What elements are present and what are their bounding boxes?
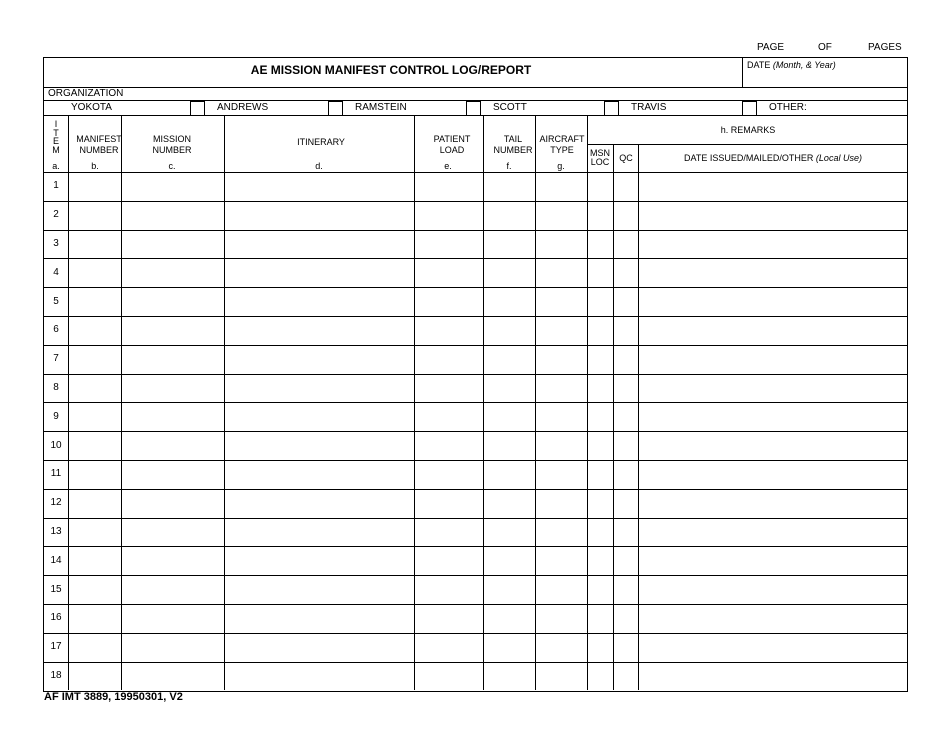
date-issued-header: DATE ISSUED/MAILED/OTHER (Local Use) (684, 153, 862, 163)
patient-load-cell[interactable] (415, 288, 482, 315)
form-number: AF IMT 3889, 19950301, V2 (44, 691, 183, 703)
patient-load-cell[interactable] (415, 547, 482, 574)
msn-loc-cell[interactable] (588, 634, 612, 661)
manifest-cell[interactable] (69, 346, 120, 373)
mission-cell[interactable] (122, 490, 223, 517)
row-number: 2 (53, 209, 59, 221)
page-label: PAGE (757, 42, 785, 53)
row-number: 17 (50, 641, 62, 653)
tail-header-line2: NUMBER (493, 145, 533, 155)
date-issued-cell[interactable] (639, 173, 905, 200)
qc-cell[interactable] (614, 259, 637, 286)
manifest-cell[interactable] (69, 576, 120, 603)
patient-header-line2: LOAD (439, 145, 465, 155)
patient-load-cell[interactable] (415, 346, 482, 373)
org-ramstein-label: RAMSTEIN (355, 102, 407, 113)
itinerary-cell[interactable] (225, 346, 413, 373)
msn-loc-cell[interactable] (588, 576, 612, 603)
msn-loc-cell[interactable] (588, 288, 612, 315)
itinerary-cell[interactable] (225, 461, 413, 488)
mission-cell[interactable] (122, 375, 223, 402)
tail-number-cell[interactable] (484, 403, 534, 430)
form-title: AE MISSION MANIFEST CONTROL LOG/REPORT (250, 63, 532, 77)
mission-cell[interactable] (122, 519, 223, 546)
itinerary-header: ITINERARY (297, 137, 345, 147)
date-issued-cell[interactable] (639, 634, 905, 661)
msn-loc-cell[interactable] (588, 490, 612, 517)
org-other-label: OTHER: (769, 102, 807, 113)
msn-loc-cell[interactable] (588, 461, 612, 488)
msn-loc-cell[interactable] (588, 259, 612, 286)
mission-cell[interactable] (122, 288, 223, 315)
itinerary-cell[interactable] (225, 634, 413, 661)
itinerary-cell[interactable] (225, 403, 413, 430)
row-number: 7 (53, 353, 59, 365)
aircraft-type-cell[interactable] (536, 547, 586, 574)
patient-load-cell[interactable] (415, 605, 482, 632)
qc-cell[interactable] (614, 634, 637, 661)
org-travis-label: TRAVIS (631, 102, 667, 113)
date-issued-cell[interactable] (639, 375, 905, 402)
aircraft-header-line1: AIRCRAFT (539, 134, 585, 144)
manifest-cell[interactable] (69, 375, 120, 402)
itinerary-cell[interactable] (225, 202, 413, 229)
row-number: 14 (50, 554, 62, 566)
of-label: OF (818, 42, 832, 53)
tail-letter: f. (506, 161, 512, 171)
tail-number-cell[interactable] (484, 432, 534, 459)
row-number: 3 (53, 238, 59, 249)
pages-label: PAGES (868, 42, 902, 53)
org-yokota-label: YOKOTA (71, 102, 112, 113)
itinerary-cell[interactable] (225, 432, 413, 459)
qc-cell[interactable] (614, 461, 637, 488)
aircraft-type-cell[interactable] (536, 346, 586, 373)
mission-cell[interactable] (122, 317, 223, 344)
date-field-label: DATE (Month, & Year) (747, 60, 836, 70)
date-issued-cell[interactable] (639, 490, 905, 517)
msn-loc-cell[interactable] (588, 202, 612, 229)
qc-header: QC (619, 153, 633, 163)
tail-number-cell[interactable] (484, 519, 534, 546)
tail-number-cell[interactable] (484, 663, 534, 690)
date-issued-cell[interactable] (639, 202, 905, 229)
mission-cell[interactable] (122, 231, 223, 258)
date-issued-cell[interactable] (639, 663, 905, 690)
manifest-cell[interactable] (69, 259, 120, 286)
manifest-cell[interactable] (69, 317, 120, 344)
tail-number-cell[interactable] (484, 288, 534, 315)
mission-cell[interactable] (122, 173, 223, 200)
manifest-cell[interactable] (69, 288, 120, 315)
org-andrews-checkbox[interactable] (328, 101, 343, 116)
aircraft-type-cell[interactable] (536, 231, 586, 258)
manifest-cell[interactable] (69, 663, 120, 690)
qc-cell[interactable] (614, 173, 637, 200)
itinerary-cell[interactable] (225, 173, 413, 200)
mission-header-line2: NUMBER (152, 145, 192, 155)
manifest-letter: b. (91, 161, 99, 171)
qc-cell[interactable] (614, 202, 637, 229)
tail-number-cell[interactable] (484, 259, 534, 286)
date-issued-cell[interactable] (639, 605, 905, 632)
org-andrews-label: ANDREWS (217, 102, 269, 113)
patient-load-cell[interactable] (415, 259, 482, 286)
qc-cell[interactable] (614, 346, 637, 373)
msn-loc-cell[interactable] (588, 432, 612, 459)
mission-cell[interactable] (122, 663, 223, 690)
date-issued-cell[interactable] (639, 519, 905, 546)
qc-cell[interactable] (614, 519, 637, 546)
org-ramstein-checkbox[interactable] (466, 101, 481, 116)
msn-loc-cell[interactable] (588, 519, 612, 546)
manifest-header-line1: MANIFEST (76, 134, 122, 144)
itinerary-cell[interactable] (225, 663, 413, 690)
mission-cell[interactable] (122, 403, 223, 430)
qc-cell[interactable] (614, 490, 637, 517)
mission-cell[interactable] (122, 461, 223, 488)
item-header: I T E M (52, 119, 60, 155)
aircraft-type-cell[interactable] (536, 461, 586, 488)
qc-cell[interactable] (614, 605, 637, 632)
itinerary-cell[interactable] (225, 605, 413, 632)
date-field[interactable] (743, 74, 903, 86)
qc-cell[interactable] (614, 231, 637, 258)
row-number: 10 (50, 439, 62, 451)
manifest-cell[interactable] (69, 547, 120, 574)
aircraft-type-cell[interactable] (536, 317, 586, 344)
msn-header-line1: MSN (590, 148, 610, 158)
itinerary-cell[interactable] (225, 259, 413, 286)
tail-number-cell[interactable] (484, 547, 534, 574)
itinerary-cell[interactable] (225, 490, 413, 517)
mission-cell[interactable] (122, 346, 223, 373)
patient-load-cell[interactable] (415, 663, 482, 690)
aircraft-type-cell[interactable] (536, 605, 586, 632)
manifest-cell[interactable] (69, 461, 120, 488)
manifest-cell[interactable] (69, 490, 120, 517)
row-number: 15 (50, 583, 62, 595)
msn-loc-cell[interactable] (588, 231, 612, 258)
aircraft-letter: g. (557, 161, 565, 171)
patient-header-line1: PATIENT (433, 134, 471, 144)
qc-cell[interactable] (614, 317, 637, 344)
date-issued-cell[interactable] (639, 403, 905, 430)
qc-cell[interactable] (614, 403, 637, 430)
date-issued-cell[interactable] (639, 432, 905, 459)
manifest-cell[interactable] (69, 605, 120, 632)
qc-cell[interactable] (614, 288, 637, 315)
tail-number-cell[interactable] (484, 576, 534, 603)
patient-load-cell[interactable] (415, 403, 482, 430)
mission-cell[interactable] (122, 202, 223, 229)
msn-loc-cell[interactable] (588, 403, 612, 430)
org-yokota-checkbox[interactable] (190, 101, 205, 116)
aircraft-header-line2: TYPE (550, 145, 574, 155)
date-issued-cell[interactable] (639, 231, 905, 258)
qc-cell[interactable] (614, 576, 637, 603)
mission-cell[interactable] (122, 605, 223, 632)
date-issued-cell[interactable] (639, 259, 905, 286)
aircraft-type-cell[interactable] (536, 634, 586, 661)
msn-loc-cell[interactable] (588, 605, 612, 632)
row-number: 6 (53, 324, 59, 336)
tail-header-line1: TAIL (503, 134, 523, 144)
mission-letter: c. (168, 161, 176, 171)
mission-header-line1: MISSION (152, 134, 192, 144)
itinerary-letter: d. (315, 161, 323, 171)
mission-cell[interactable] (122, 432, 223, 459)
patient-load-cell[interactable] (415, 173, 482, 200)
org-other-input[interactable] (805, 101, 905, 114)
organization-label: ORGANIZATION (48, 88, 124, 99)
msn-loc-cell[interactable] (588, 346, 612, 373)
row-number: 5 (53, 295, 59, 307)
itinerary-cell[interactable] (225, 375, 413, 402)
manifest-cell[interactable] (69, 519, 120, 546)
qc-cell[interactable] (614, 375, 637, 402)
row-number: 11 (50, 468, 62, 480)
patient-load-cell[interactable] (415, 375, 482, 402)
row-number: 9 (53, 410, 59, 422)
org-scott-label: SCOTT (493, 102, 527, 113)
patient-load-cell[interactable] (415, 576, 482, 603)
msn-loc-cell[interactable] (588, 173, 612, 200)
tail-number-cell[interactable] (484, 346, 534, 373)
patient-load-cell[interactable] (415, 432, 482, 459)
date-issued-cell[interactable] (639, 346, 905, 373)
row-number: 18 (50, 670, 62, 681)
date-issued-cell[interactable] (639, 547, 905, 574)
tail-number-cell[interactable] (484, 202, 534, 229)
msn-loc-cell[interactable] (588, 547, 612, 574)
org-travis-checkbox[interactable] (742, 101, 757, 116)
manifest-cell[interactable] (69, 432, 120, 459)
row-number: 12 (50, 497, 62, 509)
itinerary-cell[interactable] (225, 547, 413, 574)
aircraft-type-cell[interactable] (536, 403, 586, 430)
aircraft-type-cell[interactable] (536, 202, 586, 229)
aircraft-type-cell[interactable] (536, 576, 586, 603)
manifest-header-line2: NUMBER (79, 145, 119, 155)
org-scott-checkbox[interactable] (604, 101, 619, 116)
qc-cell[interactable] (614, 547, 637, 574)
patient-load-cell[interactable] (415, 202, 482, 229)
manifest-cell[interactable] (69, 403, 120, 430)
row-number: 8 (53, 382, 59, 393)
row-number: 4 (53, 266, 59, 278)
aircraft-type-cell[interactable] (536, 375, 586, 402)
tail-number-cell[interactable] (484, 605, 534, 632)
msn-header-line2: LOC (590, 157, 610, 167)
remarks-header: h. REMARKS (720, 125, 776, 135)
patient-load-cell[interactable] (415, 317, 482, 344)
patient-letter: e. (444, 161, 452, 171)
patient-load-cell[interactable] (415, 634, 482, 661)
row-number: 1 (53, 180, 59, 192)
date-issued-cell[interactable] (639, 288, 905, 315)
manifest-cell[interactable] (69, 231, 120, 258)
qc-cell[interactable] (614, 432, 637, 459)
mission-cell[interactable] (122, 547, 223, 574)
patient-load-cell[interactable] (415, 461, 482, 488)
date-issued-cell[interactable] (639, 317, 905, 344)
item-letter: a. (52, 161, 60, 171)
tail-number-cell[interactable] (484, 173, 534, 200)
msn-loc-cell[interactable] (588, 375, 612, 402)
date-issued-cell[interactable] (639, 576, 905, 603)
itinerary-cell[interactable] (225, 317, 413, 344)
aircraft-type-cell[interactable] (536, 259, 586, 286)
itinerary-cell[interactable] (225, 576, 413, 603)
tail-number-cell[interactable] (484, 490, 534, 517)
tail-number-cell[interactable] (484, 634, 534, 661)
tail-number-cell[interactable] (484, 231, 534, 258)
patient-load-cell[interactable] (415, 231, 482, 258)
aircraft-type-cell[interactable] (536, 288, 586, 315)
qc-cell[interactable] (614, 663, 637, 690)
mission-cell[interactable] (122, 576, 223, 603)
itinerary-cell[interactable] (225, 231, 413, 258)
manifest-cell[interactable] (69, 202, 120, 229)
patient-load-cell[interactable] (415, 519, 482, 546)
patient-load-cell[interactable] (415, 490, 482, 517)
aircraft-type-cell[interactable] (536, 490, 586, 517)
mission-cell[interactable] (122, 634, 223, 661)
manifest-cell[interactable] (69, 173, 120, 200)
aircraft-type-cell[interactable] (536, 663, 586, 690)
tail-number-cell[interactable] (484, 375, 534, 402)
mission-cell[interactable] (122, 259, 223, 286)
date-issued-cell[interactable] (639, 461, 905, 488)
aircraft-type-cell[interactable] (536, 432, 586, 459)
tail-number-cell[interactable] (484, 461, 534, 488)
msn-loc-cell[interactable] (588, 317, 612, 344)
manifest-cell[interactable] (69, 634, 120, 661)
msn-loc-cell[interactable] (588, 663, 612, 690)
itinerary-cell[interactable] (225, 519, 413, 546)
itinerary-cell[interactable] (225, 288, 413, 315)
row-number: 13 (50, 526, 62, 537)
tail-number-cell[interactable] (484, 317, 534, 344)
aircraft-type-cell[interactable] (536, 173, 586, 200)
row-number: 16 (50, 612, 62, 624)
aircraft-type-cell[interactable] (536, 519, 586, 546)
